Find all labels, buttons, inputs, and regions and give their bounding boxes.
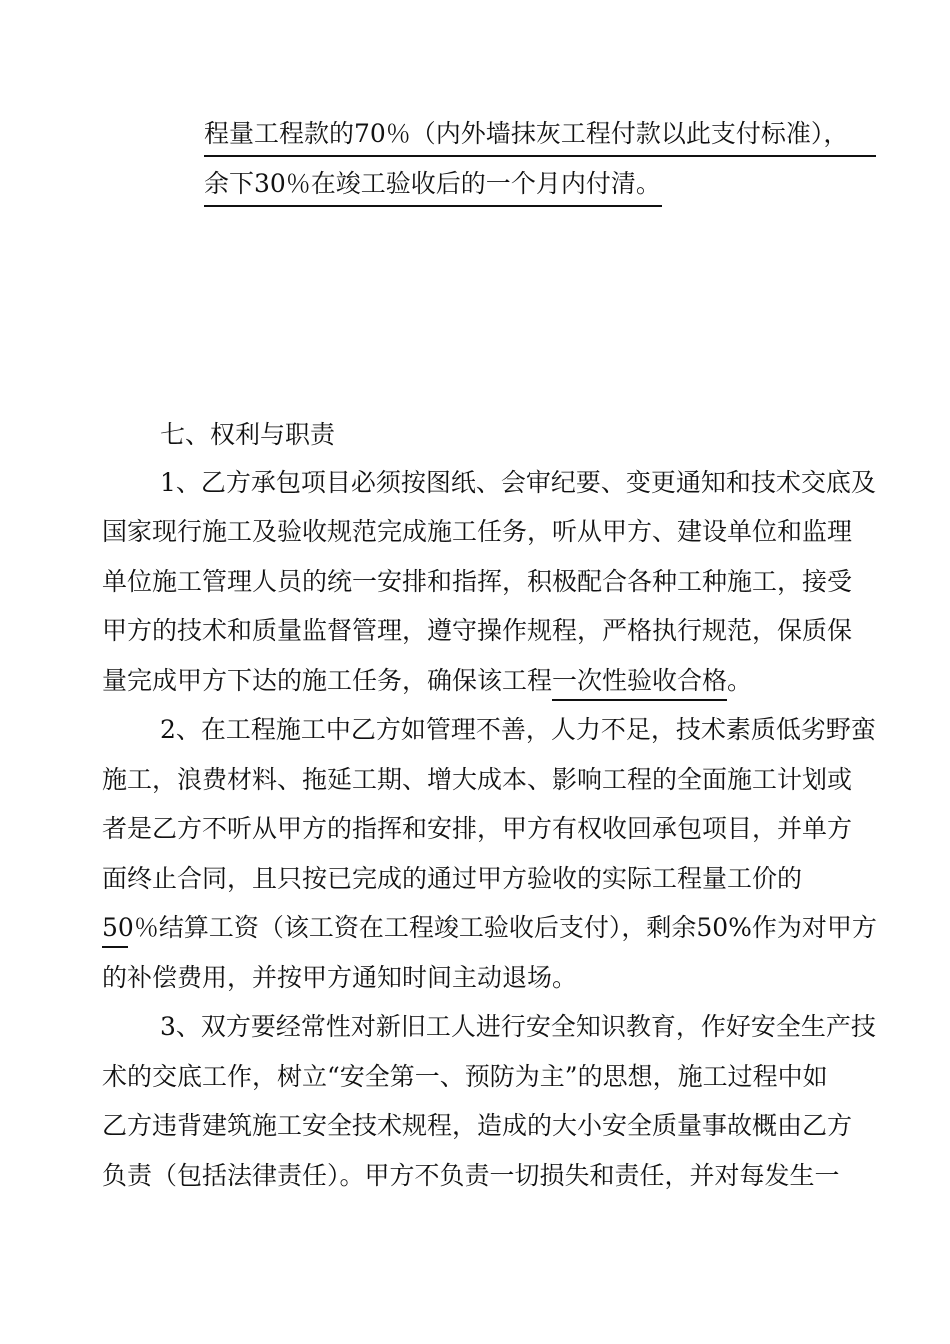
payment-terms-line-2: 余下30％在竣工验收后的一个月内付清。 (204, 167, 662, 207)
paragraph-2-line: 2、在工程施工中乙方如管理不善，人力不足，技术素质低劣野蛮 (160, 715, 876, 744)
payment-terms-line-1: 程量工程款的70％（内外墙抹灰工程付款以此支付标准）， (204, 117, 876, 157)
percent-underline: 50 (102, 913, 134, 942)
paragraph-3-line: 负责（包括法律责任）。甲方不负责一切损失和责任，并对每发生一 (102, 1161, 840, 1190)
section-heading: 七、权利与职责 (160, 420, 336, 449)
acceptance-underline: 一次性验收合格 (552, 666, 727, 701)
paragraph-2-line: 施工，浪费材料、拖延工期、增大成本、影响工程的全面施工计划或 (102, 765, 853, 794)
paragraph-1-line: 国家现行施工及验收规范完成施工任务，听从甲方、建设单位和监理 (102, 517, 853, 546)
paragraph-2-line: 的补偿费用，并按甲方通知时间主动退场。 (102, 963, 578, 992)
paragraph-1-line: 量完成甲方下达的施工任务，确保该工程一次性验收合格。 (102, 664, 752, 698)
paragraph-1-line: 单位施工管理人员的统一安排和指挥，积极配合各种工种施工，接受 (102, 567, 853, 596)
paragraph-3-line: 术的交底工作，树立“安全第一、预防为主”的思想，施工过程中如 (102, 1062, 828, 1091)
paragraph-1-line: 甲方的技术和质量监督管理，遵守操作规程，严格执行规范，保质保 (102, 616, 853, 645)
paragraph-2-line: 者是乙方不听从甲方的指挥和安排，甲方有权收回承包项目，并单方 (102, 814, 853, 843)
paragraph-3-line: 3、双方要经常性对新旧工人进行安全知识教育，作好安全生产技 (160, 1012, 876, 1041)
paragraph-2-line: 面终止合同，且只按已完成的通过甲方验收的实际工程量工价的 (102, 864, 803, 893)
paragraph-3-line: 乙方违背建筑施工安全技术规程，造成的大小安全质量事故概由乙方 (102, 1111, 853, 1140)
paragraph-2-line: 50％结算工资（该工资在工程竣工验收后支付），剩余50%作为对甲方 (102, 913, 877, 942)
paragraph-1-line: 1、乙方承包项目必须按图纸、会审纪要、变更通知和技术交底及 (160, 468, 876, 497)
